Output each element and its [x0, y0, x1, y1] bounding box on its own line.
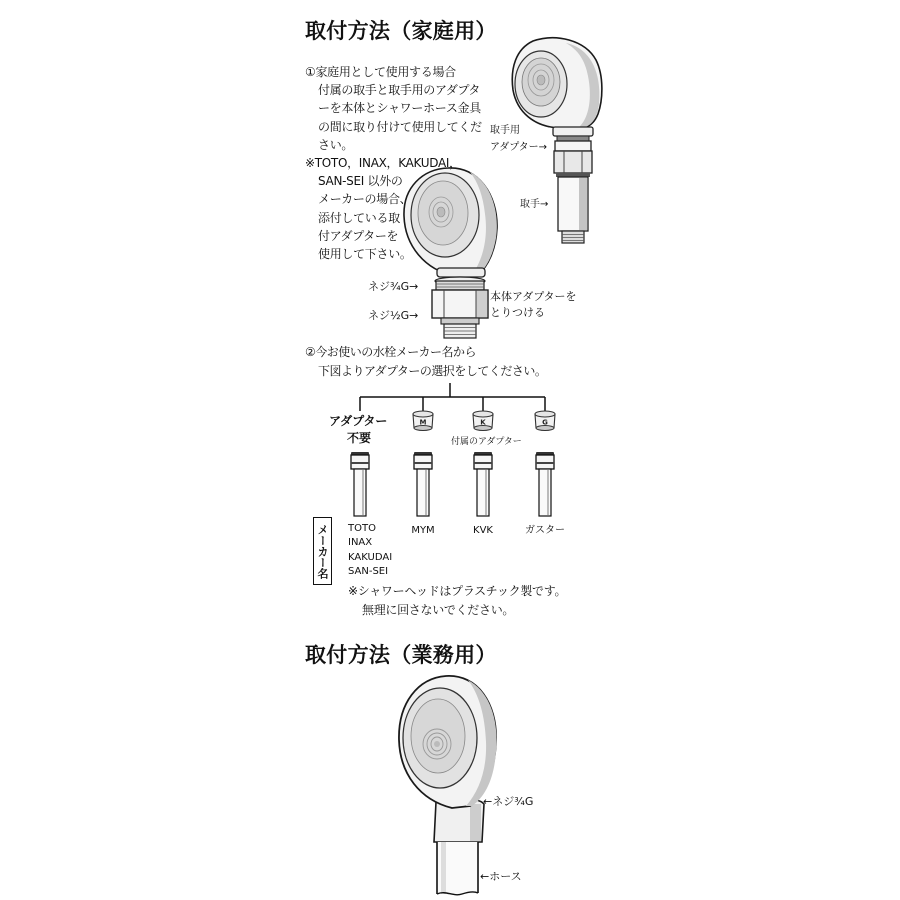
step1-line: 付属の取手と取手用のアダプタ	[318, 83, 481, 98]
adapter-neck	[441, 318, 479, 324]
hose-tube	[417, 469, 429, 516]
adapter-hex-shading	[476, 291, 487, 317]
business-shower-illustration	[399, 676, 497, 895]
step1-note-line: 付アダプターを	[318, 228, 399, 243]
handle-thread	[562, 231, 584, 243]
note-line: 無理に回さないでください。	[362, 603, 515, 617]
handle-adapter-label-line2: アダプター→	[490, 142, 547, 153]
no-adapter-label	[329, 413, 387, 447]
business-spray-center	[434, 741, 440, 747]
step1-note-line: 使用して下さい。	[318, 247, 412, 262]
selection-tree-lines	[360, 383, 545, 411]
step1-instructions	[305, 63, 482, 263]
business-install-title: 取付方法（業務用）	[305, 643, 497, 667]
body-adapter-illustration	[432, 277, 488, 338]
step1-note-line: メーカーの場合、	[318, 192, 412, 207]
maker-name: TOTO	[348, 523, 376, 534]
maker-name: SAN-SEI	[348, 565, 389, 577]
maker-name-kvk: KVK	[473, 525, 493, 536]
hose-tube	[539, 469, 551, 516]
attached-adapter-m	[413, 411, 433, 431]
handle-adapter-ring	[557, 136, 589, 141]
business-hose-shading	[441, 842, 446, 894]
adapter-upper-thread	[436, 281, 484, 290]
business-hose-label: ←ホース	[480, 870, 522, 883]
hose-tube	[354, 469, 366, 516]
fitting-band	[536, 462, 554, 464]
handle-tube-shading	[579, 178, 587, 230]
step1-note-line: ※TOTO，INAX，KAKUDAI，	[305, 156, 461, 171]
fitting-band	[351, 462, 369, 464]
business-neck-shading	[470, 804, 481, 841]
step2-line: ②今お使いの水栓メーカー名から	[305, 345, 477, 359]
maker-name-box	[313, 517, 332, 585]
maker-name-mym: MYM	[411, 525, 435, 536]
body-adapter-label-line: とりつける	[490, 306, 545, 319]
handle-label: 取手→	[520, 199, 549, 210]
body-adapter-label	[490, 289, 576, 321]
round-head-base	[437, 268, 485, 277]
maker-name: KAKUDAI	[348, 551, 393, 563]
business-spray-inner	[411, 699, 465, 773]
handle-adapter-hex-nut	[554, 151, 592, 173]
maker-name: INAX	[348, 537, 373, 549]
home-install-title: 取付方法（家庭用）	[305, 19, 497, 43]
body-adapter-label-line: 本体アダプターを	[490, 290, 577, 303]
hose-fitting-kvk	[474, 452, 492, 516]
no-adapter-label-line: 不要	[347, 431, 372, 445]
handle-adapter-collar	[553, 127, 593, 136]
note-line: ※シャワーヘッドはプラスチック製です。	[348, 584, 567, 598]
thread-half-label: ネジ½G→	[368, 309, 419, 322]
hose-fitting-gastar	[536, 452, 554, 516]
makers-no-adapter	[348, 522, 392, 579]
attached-adapter-caption: 付属のアダプター	[451, 437, 522, 447]
step1-line: ①家庭用として使用する場合	[305, 65, 456, 79]
handle-adapter-label-line1: 取手用	[490, 125, 520, 136]
fitting-band	[474, 462, 492, 464]
maker-name-box-label: メーカー名	[316, 523, 329, 579]
hose-fitting-mym	[414, 452, 432, 516]
handheld-spray-center	[537, 75, 545, 85]
no-adapter-label-line: アダプター	[329, 414, 388, 428]
step2-line: 下図よりアダプターの選択をしてください。	[318, 364, 547, 378]
attached-adapter-g	[535, 411, 555, 431]
fitting-band	[414, 462, 432, 464]
hose-tube	[477, 469, 489, 516]
adapter-mark: M	[419, 418, 427, 427]
step1-line: さい。	[318, 137, 354, 152]
step1-line: ーを本体とシャワーホース金具	[318, 101, 481, 116]
hose-fitting-toto	[351, 452, 369, 516]
adapter-mark: K	[480, 418, 486, 427]
step1-line: の間に取り付けて使用してくだ	[318, 119, 482, 134]
step1-note-line: 添付している取	[318, 210, 400, 225]
plastic-caution-note	[348, 582, 566, 620]
attached-adapter-k	[473, 411, 493, 431]
adapter-top	[535, 411, 555, 417]
adapter-top	[473, 411, 493, 417]
adapter-mark: G	[542, 418, 548, 427]
step2-instructions	[305, 343, 546, 381]
maker-name-gastar: ガスター	[525, 525, 565, 536]
step1-note-line: SAN-SEI 以外の	[318, 174, 403, 189]
adapter-top	[413, 411, 433, 417]
thread-three-quarter-label: ネジ¾G→	[368, 280, 419, 293]
handle-adapter-body	[555, 141, 591, 151]
business-thread-label: ←ネジ¾G	[483, 795, 534, 808]
